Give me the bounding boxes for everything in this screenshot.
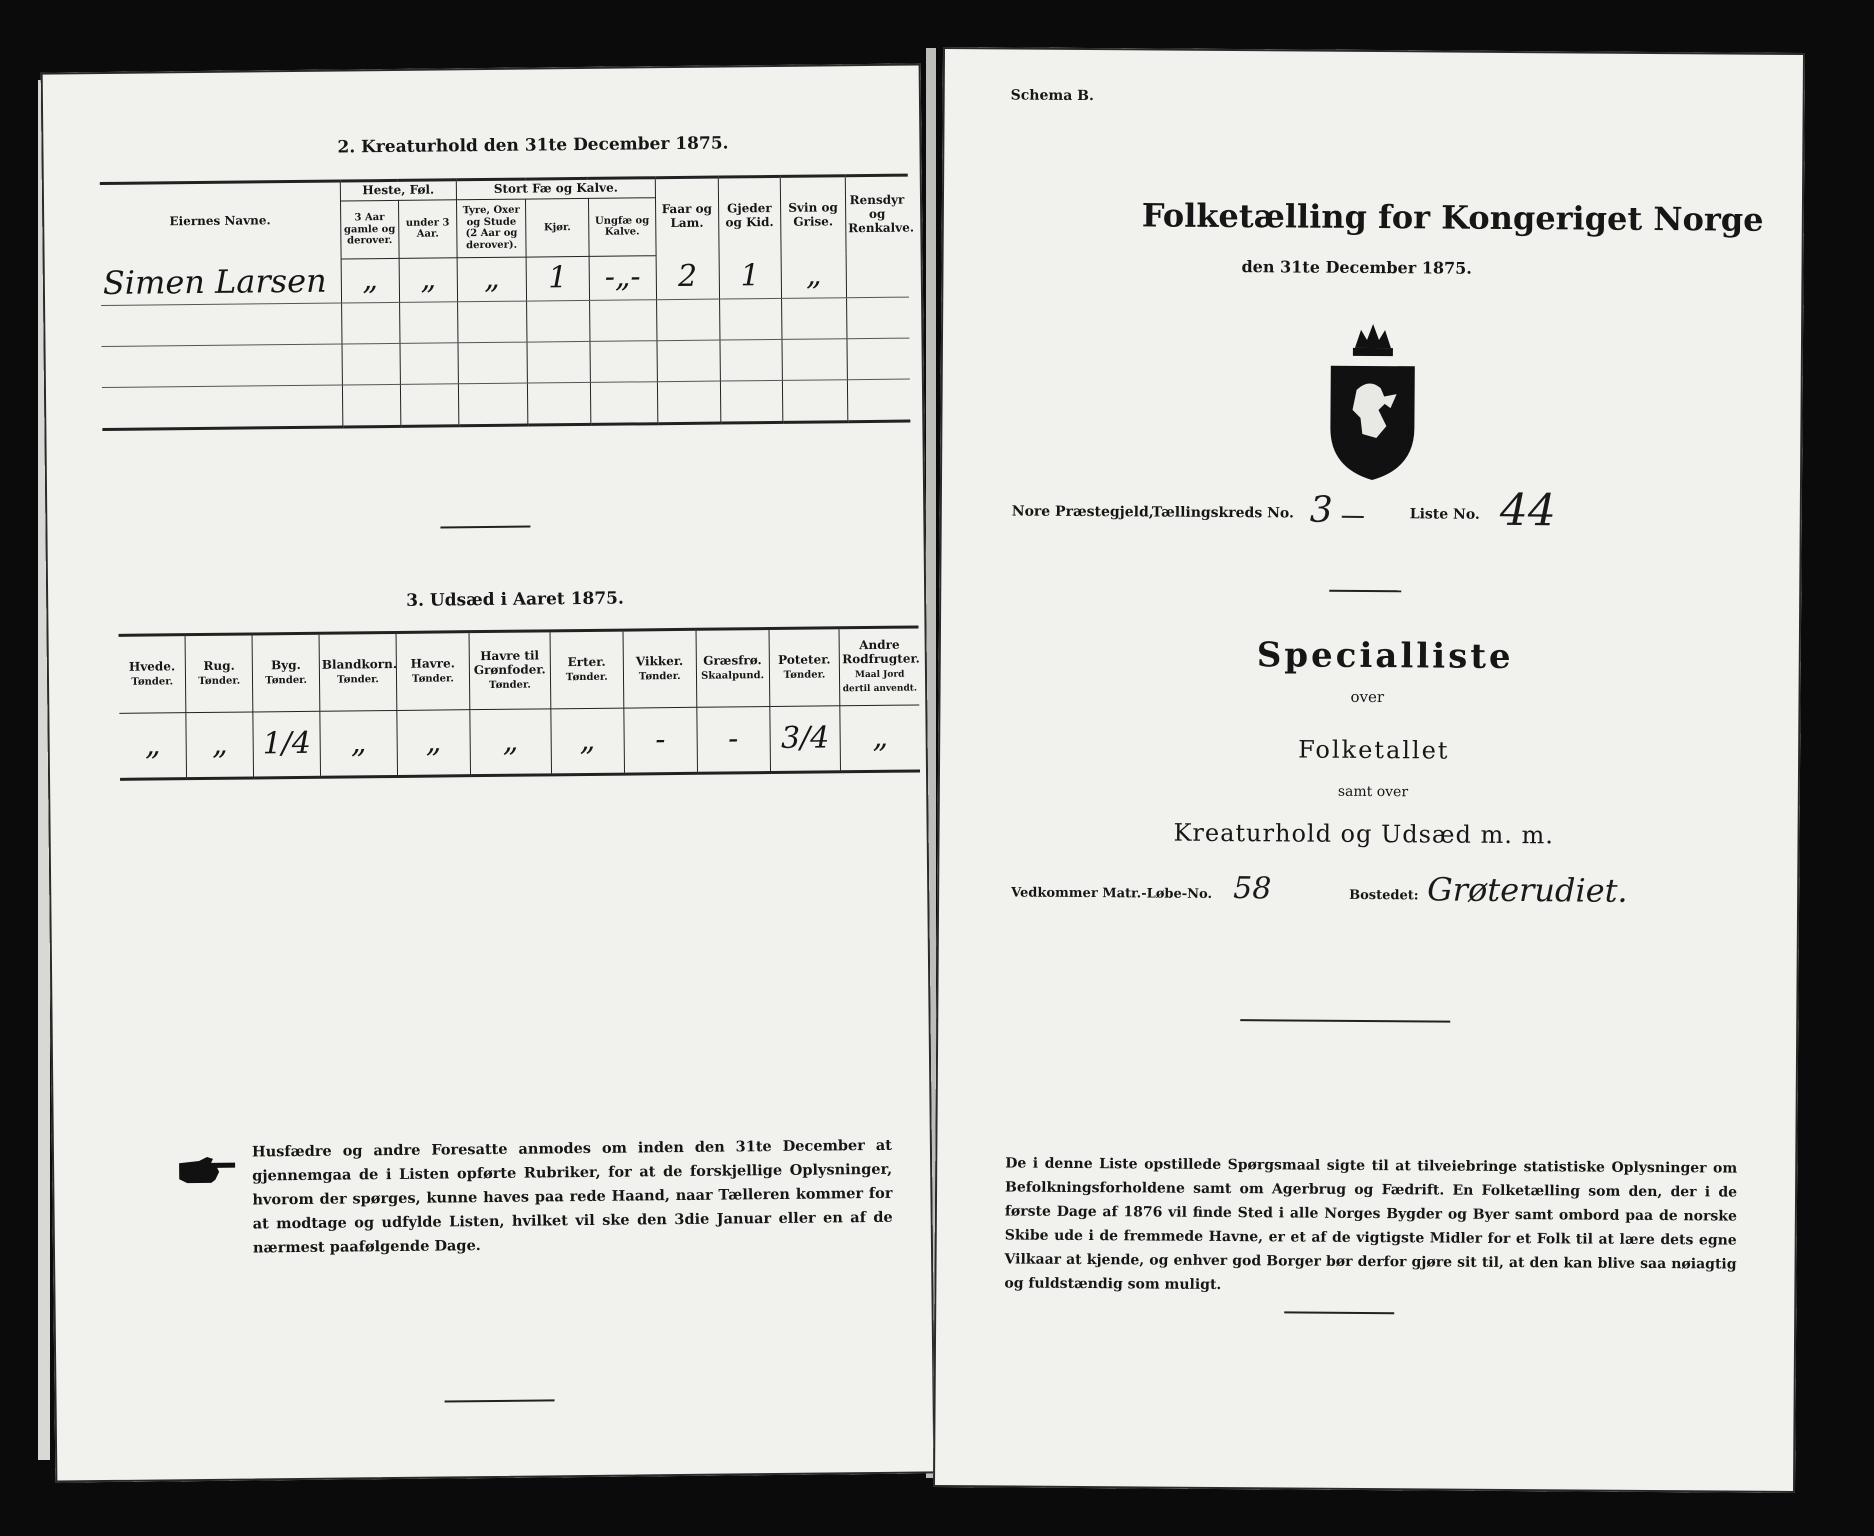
cell: -„- <box>589 256 657 301</box>
cell <box>589 300 657 342</box>
parish-label: Nore Præstegjeld, <box>1011 503 1154 521</box>
liste-label: Liste No. <box>1409 506 1480 523</box>
col-havre-gronfoder <box>469 631 551 710</box>
cell <box>782 298 847 340</box>
cell <box>101 303 342 347</box>
cell <box>102 344 343 388</box>
col-calves: Ungfæ og Kalve. <box>588 198 656 257</box>
kreds-value: 3 <box>1309 489 1333 531</box>
cell: „ <box>457 257 527 302</box>
col-blandkorn <box>319 632 397 711</box>
cell: „ <box>399 258 458 303</box>
owner-name: Simen Larsen <box>101 259 342 306</box>
col-vikker <box>623 629 697 708</box>
cell <box>719 298 782 340</box>
cell <box>782 380 847 423</box>
owner-header: Eiernes Navne. <box>100 181 341 261</box>
footer-text: De i denne Liste opstillede Spørgsmaal sigte til at tilveiebringe statistiske Oplysninger om Befolkningsforholdene samt om Agerbrug og Fædrift. En Folketælling som den, der i de første Dage af 1876 vil finde Sted i alle Norges Bygder og Byer samt ombord paa de norske Skibe ude i de fremmede Havne, er et af de vigtigste Midler for et Folk til at lære dets egne Vilkaar at kjende, og enhver god Borger bør derfor gjøre sit til, at den kan blive saa nøiagtig og fuldstændig som muligt. <box>1004 1155 1738 1293</box>
col-unit: Maal Jord dertil anvendt. <box>842 669 918 695</box>
liste-value: 44 <box>1499 484 1556 537</box>
col-name: Blandkorn. <box>321 657 398 672</box>
cell <box>782 339 847 381</box>
left-page <box>41 63 936 1482</box>
cell: 1 <box>719 254 782 299</box>
notice-text: Husfædre og andre Foresatte anmodes om inden den 31te December at gjennemgaa de i Listen opførte Rubriker, for at de forskjellige Oplysninger, hvorom der spørges, kunne haves paa rede Haand, naar Tælleren kommer for at modtage og udfylde Listen, hvilket vil ske den 3die Januar eller en af de nærmest paafølgende Dage. <box>251 1136 893 1257</box>
cell: 3/4 <box>769 706 841 773</box>
cell <box>400 384 459 427</box>
kreds-label: Tællingskreds No. <box>1151 504 1294 522</box>
cell: „ <box>186 712 254 779</box>
col-name: Vikker. <box>635 654 684 669</box>
cell <box>400 343 459 385</box>
col-unit: Tønder. <box>638 670 681 683</box>
cell: - <box>624 707 698 774</box>
cell: „ <box>119 713 187 780</box>
samt-over-label: samt over <box>1337 783 1409 801</box>
col-pigs: Svin og Grise. <box>780 176 846 254</box>
scan-border-top <box>0 0 1874 44</box>
cell <box>527 341 590 383</box>
col-unit: Tønder. <box>565 671 608 684</box>
col-unit: Tønder. <box>131 676 174 688</box>
col-goats: Gjeder og Kid. <box>718 176 781 254</box>
col-name: Græsfrø. <box>703 653 762 668</box>
cell <box>458 342 528 384</box>
cell: - <box>696 707 770 774</box>
col-cows: Kjør. <box>526 198 589 257</box>
cell <box>656 299 719 341</box>
cell: „ <box>840 705 920 772</box>
col-unit: Skaalpund. <box>701 670 765 682</box>
cell: „ <box>470 709 552 776</box>
right-page <box>933 47 1805 1493</box>
col-bulls: Tyre, Oxer og Stude (2 Aar og derover). <box>456 199 526 258</box>
divider <box>1284 1311 1394 1314</box>
cell: „ <box>320 710 398 777</box>
pointing-hand-icon <box>177 1153 237 1188</box>
col-unit: Tønder. <box>265 674 308 687</box>
col-unit: Tønder. <box>783 669 826 681</box>
cell <box>590 341 658 383</box>
col-unit: Tønder. <box>411 673 454 685</box>
matr-value: 58 <box>1233 871 1272 907</box>
col-name: Andre Rodfrugter. <box>842 638 920 667</box>
kreaturhold-label: Kreaturhold og Udsæd m. m. <box>1173 818 1555 850</box>
cell <box>657 340 720 382</box>
group-cattle: Stort Fæ og Kalve. <box>456 178 655 200</box>
divider <box>1329 590 1401 593</box>
cell <box>720 380 783 423</box>
cell <box>590 382 658 425</box>
col-name: Byg. <box>271 658 301 673</box>
col-horses-young: under 3 Aar. <box>398 200 457 259</box>
cell <box>341 302 400 344</box>
col-unit: Tønder. <box>337 674 379 686</box>
divider <box>440 526 530 529</box>
cell <box>719 339 782 381</box>
col-name: Hvede. <box>128 659 176 674</box>
cell <box>458 383 528 426</box>
cell <box>847 338 910 380</box>
cell <box>399 302 458 344</box>
cell: „ <box>781 254 846 299</box>
divider <box>1240 1019 1450 1022</box>
section2-title: 2. Kreaturhold den 31te December 1875. <box>337 133 729 158</box>
col-name: Havre til Grønfoder. <box>473 648 546 678</box>
bosted-label: Bostedet: <box>1349 887 1419 904</box>
over-label: over <box>1350 687 1385 707</box>
cell: „ <box>397 710 471 777</box>
cell <box>102 385 343 430</box>
specialliste-title: Specialliste <box>1256 635 1514 678</box>
document-date: den 31te December 1875. <box>1241 257 1472 278</box>
col-unit: Tønder. <box>198 675 241 688</box>
col-name: Erter. <box>567 654 606 670</box>
cell <box>342 343 401 385</box>
cell <box>846 297 909 339</box>
cell: „ <box>341 258 400 303</box>
col-byg <box>252 633 320 712</box>
cell <box>657 381 720 424</box>
cell <box>846 253 909 298</box>
cell <box>458 301 528 343</box>
folketallet-label: Folketallet <box>1298 735 1450 765</box>
col-sheep: Faar og Lam. <box>655 177 718 255</box>
col-name: Poteter. <box>778 652 831 668</box>
group-horses: Heste, Føl. <box>340 180 456 201</box>
divider <box>445 1399 555 1402</box>
cell: „ <box>551 708 625 775</box>
col-poteter <box>769 628 841 707</box>
col-graesfro <box>696 629 770 708</box>
col-reindeer: Rensdyr og Renkalve. <box>845 175 908 253</box>
cell: 1 <box>526 256 589 301</box>
document-title: Folketælling for Kongeriget Norge <box>1141 196 1764 239</box>
col-unit: Tønder. <box>488 679 531 691</box>
col-erter <box>550 630 624 709</box>
dash <box>1342 516 1364 518</box>
sowing-table <box>119 625 920 780</box>
cell <box>528 382 591 425</box>
matr-label: Vedkommer Matr.-Løbe-No. <box>1011 885 1213 902</box>
col-name: Rug. <box>203 658 235 674</box>
col-andre-rodfrugter <box>839 627 919 706</box>
livestock-table <box>100 174 915 431</box>
col-horses-old: 3 Aar gamle og derover. <box>340 200 399 259</box>
table-row <box>119 705 920 779</box>
cell <box>527 300 590 342</box>
col-name: Havre. <box>410 656 455 672</box>
coat-of-arms-icon <box>1316 318 1429 485</box>
cell <box>342 384 401 427</box>
col-hvede <box>119 635 187 714</box>
table-row <box>102 379 910 429</box>
cell <box>847 379 910 422</box>
cell: 1/4 <box>253 711 321 778</box>
bosted-value: Grøterudiet. <box>1427 870 1628 910</box>
schema-label: Schema B. <box>1010 87 1094 105</box>
section3-title: 3. Udsæd i Aaret 1875. <box>406 588 624 611</box>
col-rug <box>185 634 253 713</box>
col-havre <box>396 632 470 711</box>
cell: 2 <box>656 255 719 300</box>
